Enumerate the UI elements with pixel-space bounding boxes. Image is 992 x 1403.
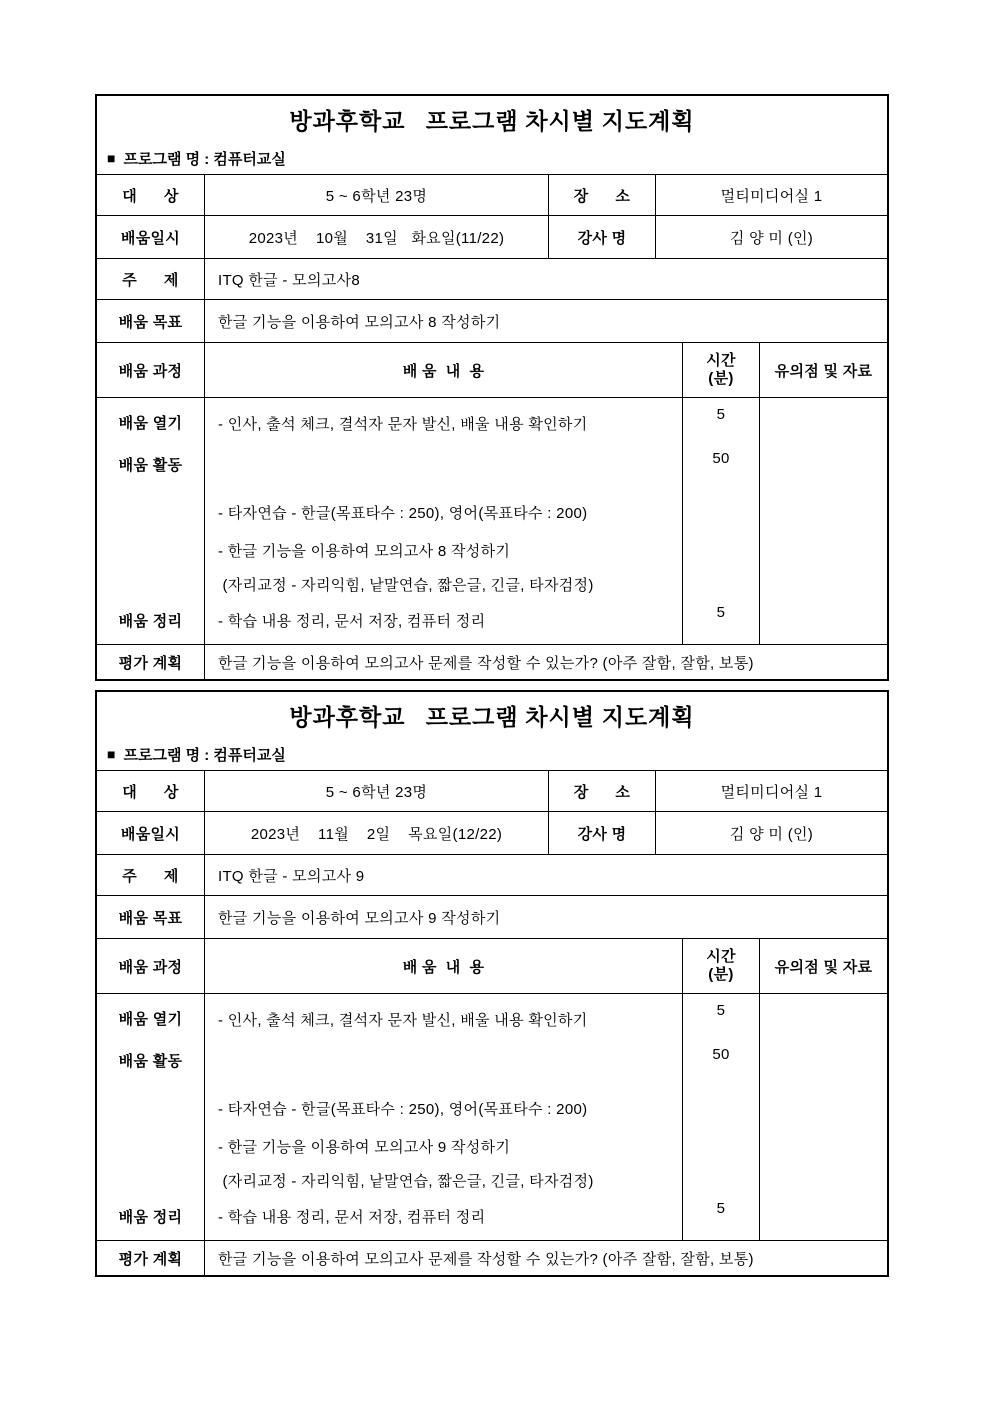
open-time: 5 — [683, 994, 760, 1038]
target-row — [97, 770, 887, 811]
open-subrow — [97, 398, 887, 442]
target-value: 5 ~ 6학년 23명 — [205, 175, 549, 215]
activity-content-2: - 한글 기능을 이용하여 모의고사 8 작성하기 — [205, 520, 683, 568]
closing-label: 배움 정리 — [97, 596, 205, 644]
open-note — [760, 398, 887, 442]
evaluation-row — [97, 644, 887, 679]
content-header: 배 움 내 용 — [205, 343, 683, 397]
note-header: 유의점 및 자료 — [774, 958, 873, 976]
closing-subrow — [97, 1192, 887, 1240]
instructor-label: 강사 명 — [549, 812, 656, 854]
note-header: 유의점 및 자료 — [774, 362, 873, 380]
time-header: 시간 (분) — [683, 939, 760, 993]
activity-time: 50 — [683, 1038, 760, 1116]
instructor-label: 강사 명 — [549, 216, 656, 258]
open-note — [760, 994, 887, 1038]
activity-subrow-2 — [97, 520, 887, 568]
process-header-row — [97, 938, 887, 993]
program-bullet-icon: ■ — [107, 746, 116, 762]
program-name-row — [97, 738, 887, 770]
target-label: 대 상 — [97, 771, 205, 811]
body-spacer — [97, 1164, 887, 1192]
activity-label: 배움 활동 — [97, 442, 205, 520]
learning-body — [97, 397, 887, 644]
lesson-plan-table-2 — [95, 690, 889, 1277]
activity-subrow-2 — [97, 1116, 887, 1164]
open-content: - 인사, 출석 체크, 결석자 문자 발신, 배울 내용 확인하기 — [205, 994, 683, 1038]
subject-row — [97, 258, 887, 299]
place-value: 멀티미디어실 1 — [720, 187, 823, 205]
title-row — [97, 692, 887, 738]
goal-value: 한글 기능을 이용하여 모의고사 8 작성하기 — [218, 313, 501, 331]
open-label: 배움 열기 — [97, 398, 205, 442]
process-label: 배움 과정 — [97, 939, 205, 993]
activity-label: 배움 활동 — [97, 1038, 205, 1116]
datetime-row — [97, 215, 887, 258]
closing-content: - 학습 내용 정리, 문서 저장, 컴퓨터 정리 — [205, 1192, 683, 1240]
subject-value: ITQ 한글 - 모의고사8 — [218, 271, 360, 289]
evaluation-value: 한글 기능을 이용하여 모의고사 문제를 작성할 수 있는가? (아주 잘함, 잘함, 보통) — [218, 1250, 754, 1268]
closing-time: 5 — [683, 1192, 760, 1240]
activity-note — [760, 1038, 887, 1116]
program-bullet-icon: ■ — [107, 150, 116, 166]
open-label: 배움 열기 — [97, 994, 205, 1038]
place-label: 장 소 — [549, 175, 656, 215]
activity-content-2: - 한글 기능을 이용하여 모의고사 9 작성하기 — [205, 1116, 683, 1164]
datetime-row — [97, 811, 887, 854]
program-name: 프로그램 명 : 컴퓨터교실 — [123, 150, 286, 168]
program-name-row — [97, 142, 887, 174]
instructor-value: 김 양 미 (인) — [729, 229, 814, 247]
page-title: 방과후학교 프로그램 차시별 지도계획 — [289, 704, 695, 730]
subject-label: 주 제 — [97, 259, 205, 299]
activity-time: 50 — [683, 442, 760, 520]
closing-label: 배움 정리 — [97, 1192, 205, 1240]
evaluation-label: 평가 계획 — [97, 645, 205, 679]
open-subrow — [97, 994, 887, 1038]
target-value: 5 ~ 6학년 23명 — [205, 771, 549, 811]
time-header: 시간 (분) — [683, 343, 760, 397]
content-header: 배 움 내 용 — [205, 939, 683, 993]
page-title: 방과후학교 프로그램 차시별 지도계획 — [289, 108, 695, 134]
program-name: 프로그램 명 : 컴퓨터교실 — [123, 746, 286, 764]
goal-row — [97, 895, 887, 938]
place-value: 멀티미디어실 1 — [720, 783, 823, 801]
open-content: - 인사, 출석 체크, 결석자 문자 발신, 배울 내용 확인하기 — [205, 398, 683, 442]
place-label: 장 소 — [549, 771, 656, 811]
body-spacer — [97, 568, 887, 596]
process-header-row — [97, 342, 887, 397]
goal-value: 한글 기능을 이용하여 모의고사 9 작성하기 — [218, 909, 501, 927]
datetime-value: 2023년 10월 31일 화요일(11/22) — [205, 216, 549, 258]
lesson-plan-table-1 — [95, 94, 889, 681]
goal-label: 배움 목표 — [97, 896, 205, 938]
datetime-label: 배움일시 — [97, 812, 205, 854]
evaluation-value: 한글 기능을 이용하여 모의고사 문제를 작성할 수 있는가? (아주 잘함, 잘함, 보통) — [218, 654, 754, 672]
goal-row — [97, 299, 887, 342]
datetime-label: 배움일시 — [97, 216, 205, 258]
evaluation-row — [97, 1240, 887, 1275]
target-label: 대 상 — [97, 175, 205, 215]
learning-body — [97, 993, 887, 1240]
activity-content: - 타자연습 - 한글(목표타수 : 250), 영어(목표타수 : 200) (자리교정 - 자리익힘, 낱말연습, 짧은글, 긴글, 타자검정) — [205, 1038, 683, 1116]
datetime-value: 2023년 11월 2일 목요일(12/22) — [205, 812, 549, 854]
closing-subrow — [97, 596, 887, 644]
open-time: 5 — [683, 398, 760, 442]
evaluation-label: 평가 계획 — [97, 1241, 205, 1275]
subject-value: ITQ 한글 - 모의고사 9 — [218, 867, 365, 885]
goal-label: 배움 목표 — [97, 300, 205, 342]
process-label: 배움 과정 — [97, 343, 205, 397]
activity-note — [760, 442, 887, 520]
activity-content: - 타자연습 - 한글(목표타수 : 250), 영어(목표타수 : 200) (자리교정 - 자리익힘, 낱말연습, 짧은글, 긴글, 타자검정) — [205, 442, 683, 520]
closing-time: 5 — [683, 596, 760, 644]
instructor-value: 김 양 미 (인) — [729, 825, 814, 843]
target-row — [97, 174, 887, 215]
title-row — [97, 96, 887, 142]
closing-content: - 학습 내용 정리, 문서 저장, 컴퓨터 정리 — [205, 596, 683, 644]
subject-label: 주 제 — [97, 855, 205, 895]
subject-row — [97, 854, 887, 895]
